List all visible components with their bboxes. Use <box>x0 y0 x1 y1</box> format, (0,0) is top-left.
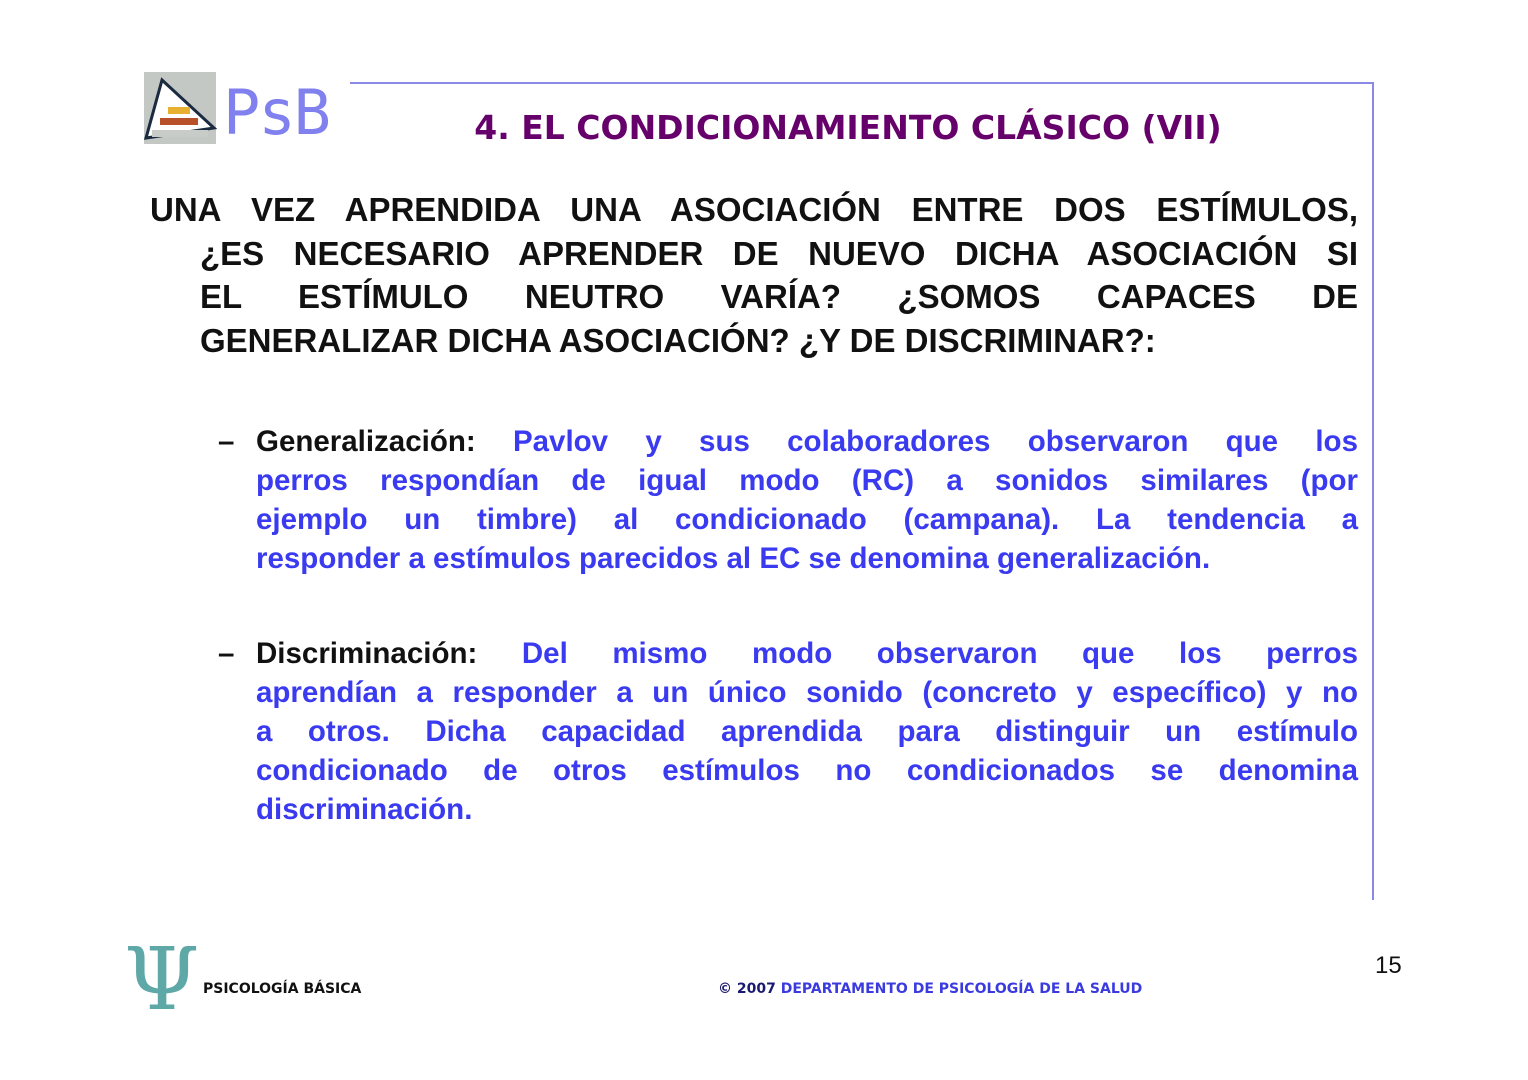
bullet-text: ejemplo un timbre) al condicionado (campana). La tendencia a <box>256 503 1358 536</box>
bullet-text: Pavlov y sus colaboradores observaron que los <box>512 425 1358 458</box>
header-rule <box>350 82 1374 84</box>
logo-text: PsB <box>223 76 329 149</box>
bullet-generalizacion <box>218 422 1358 578</box>
question-paragraph <box>150 188 1358 362</box>
question-line: UNA VEZ APRENDIDA UNA ASOCIACIÓN ENTRE DOS ESTÍMULOS, <box>150 191 1358 228</box>
question-line: ¿ES NECESARIO APRENDER DE NUEVO DICHA ASOCIACIÓN SI <box>200 234 1358 272</box>
question-line: EL ESTÍMULO NEUTRO VARÍA? ¿SOMOS CAPACES DE <box>200 278 1358 315</box>
copyright-year: © 2007 <box>718 981 776 997</box>
bullet-text: aprendían a responder a un único sonido (concreto y específico) y no <box>256 676 1358 709</box>
page-number: 15 <box>1375 952 1402 979</box>
dash-bullet: – <box>218 637 235 670</box>
bullet-text: perros respondían de igual modo (RC) a sonidos similares (por <box>256 464 1358 497</box>
psi-logo-icon: Ψ <box>124 930 200 1030</box>
bullet-text: discriminación. <box>256 793 473 826</box>
footer-course: PSICOLOGÍA BÁSICA <box>203 981 362 997</box>
slide-title: 4. EL CONDICIONAMIENTO CLÁSICO (VII) <box>474 108 1222 147</box>
bullet-text: responder a estímulos parecidos al EC se denomina generalización. <box>256 542 1211 575</box>
question-line: GENERALIZAR DICHA ASOCIACIÓN? ¿Y DE DISCRIMINAR?: <box>200 321 1156 359</box>
bullet-text: condicionado de otros estímulos no condicionados se denomina <box>256 754 1358 787</box>
bullet-text: Del mismo modo observaron que los perros <box>521 637 1358 670</box>
bullet-discriminacion <box>218 634 1358 829</box>
bullet-text: a otros. Dicha capacidad aprendida para distinguir un estímulo <box>256 715 1358 748</box>
dash-bullet: – <box>218 425 235 458</box>
right-rule <box>1372 82 1374 900</box>
bullet-term: Discriminación: <box>256 637 478 670</box>
department: DEPARTAMENTO DE PSICOLOGÍA DE LA SALUD <box>780 981 1143 997</box>
footer-copyright <box>718 981 1142 997</box>
bullet-term: Generalización: <box>256 425 476 458</box>
